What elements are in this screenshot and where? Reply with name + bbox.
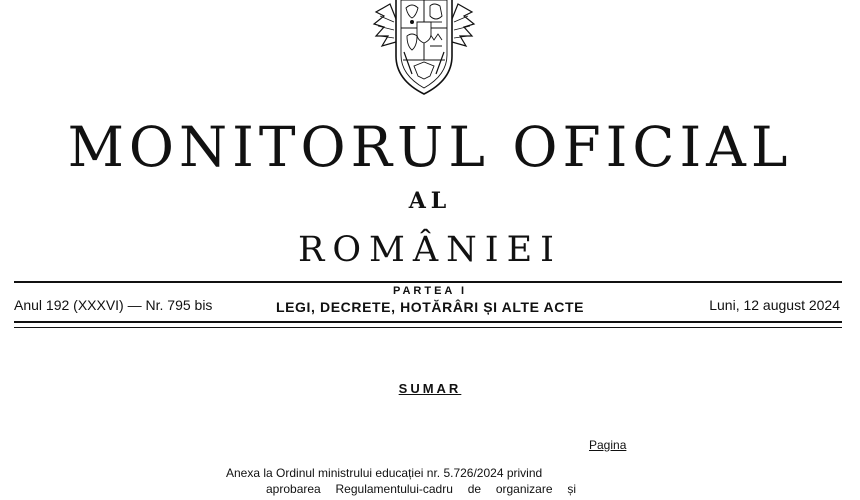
summary-entry[interactable] bbox=[226, 465, 576, 497]
masthead-country: ROMÂNIEI bbox=[298, 230, 562, 270]
issue-number: Anul 192 (XXXVI) — Nr. 795 bis bbox=[14, 297, 213, 313]
masthead-connector: AL bbox=[408, 188, 452, 214]
top-divider bbox=[14, 281, 842, 283]
summary-entry-line: Anexa la Ordinul ministrului educației nr. 5.726/2024 privind bbox=[226, 466, 543, 480]
romanian-coat-of-arms-icon bbox=[370, 0, 478, 100]
masthead-title: MONITORUL OFICIAL bbox=[67, 115, 793, 179]
page-column-label: Pagina bbox=[589, 438, 627, 452]
summary-heading: SUMAR bbox=[398, 381, 462, 396]
summary-entry-line: aprobarea Regulamentului-cadru de organizare și bbox=[266, 482, 576, 496]
bottom-divider-thin bbox=[14, 327, 842, 328]
bottom-divider bbox=[14, 321, 842, 323]
issue-date: Luni, 12 august 2024 bbox=[709, 297, 840, 313]
part-name: LEGI, DECRETE, HOTĂRÂRI ȘI ALTE ACTE bbox=[275, 299, 585, 315]
part-label: PARTEA I bbox=[392, 285, 468, 297]
